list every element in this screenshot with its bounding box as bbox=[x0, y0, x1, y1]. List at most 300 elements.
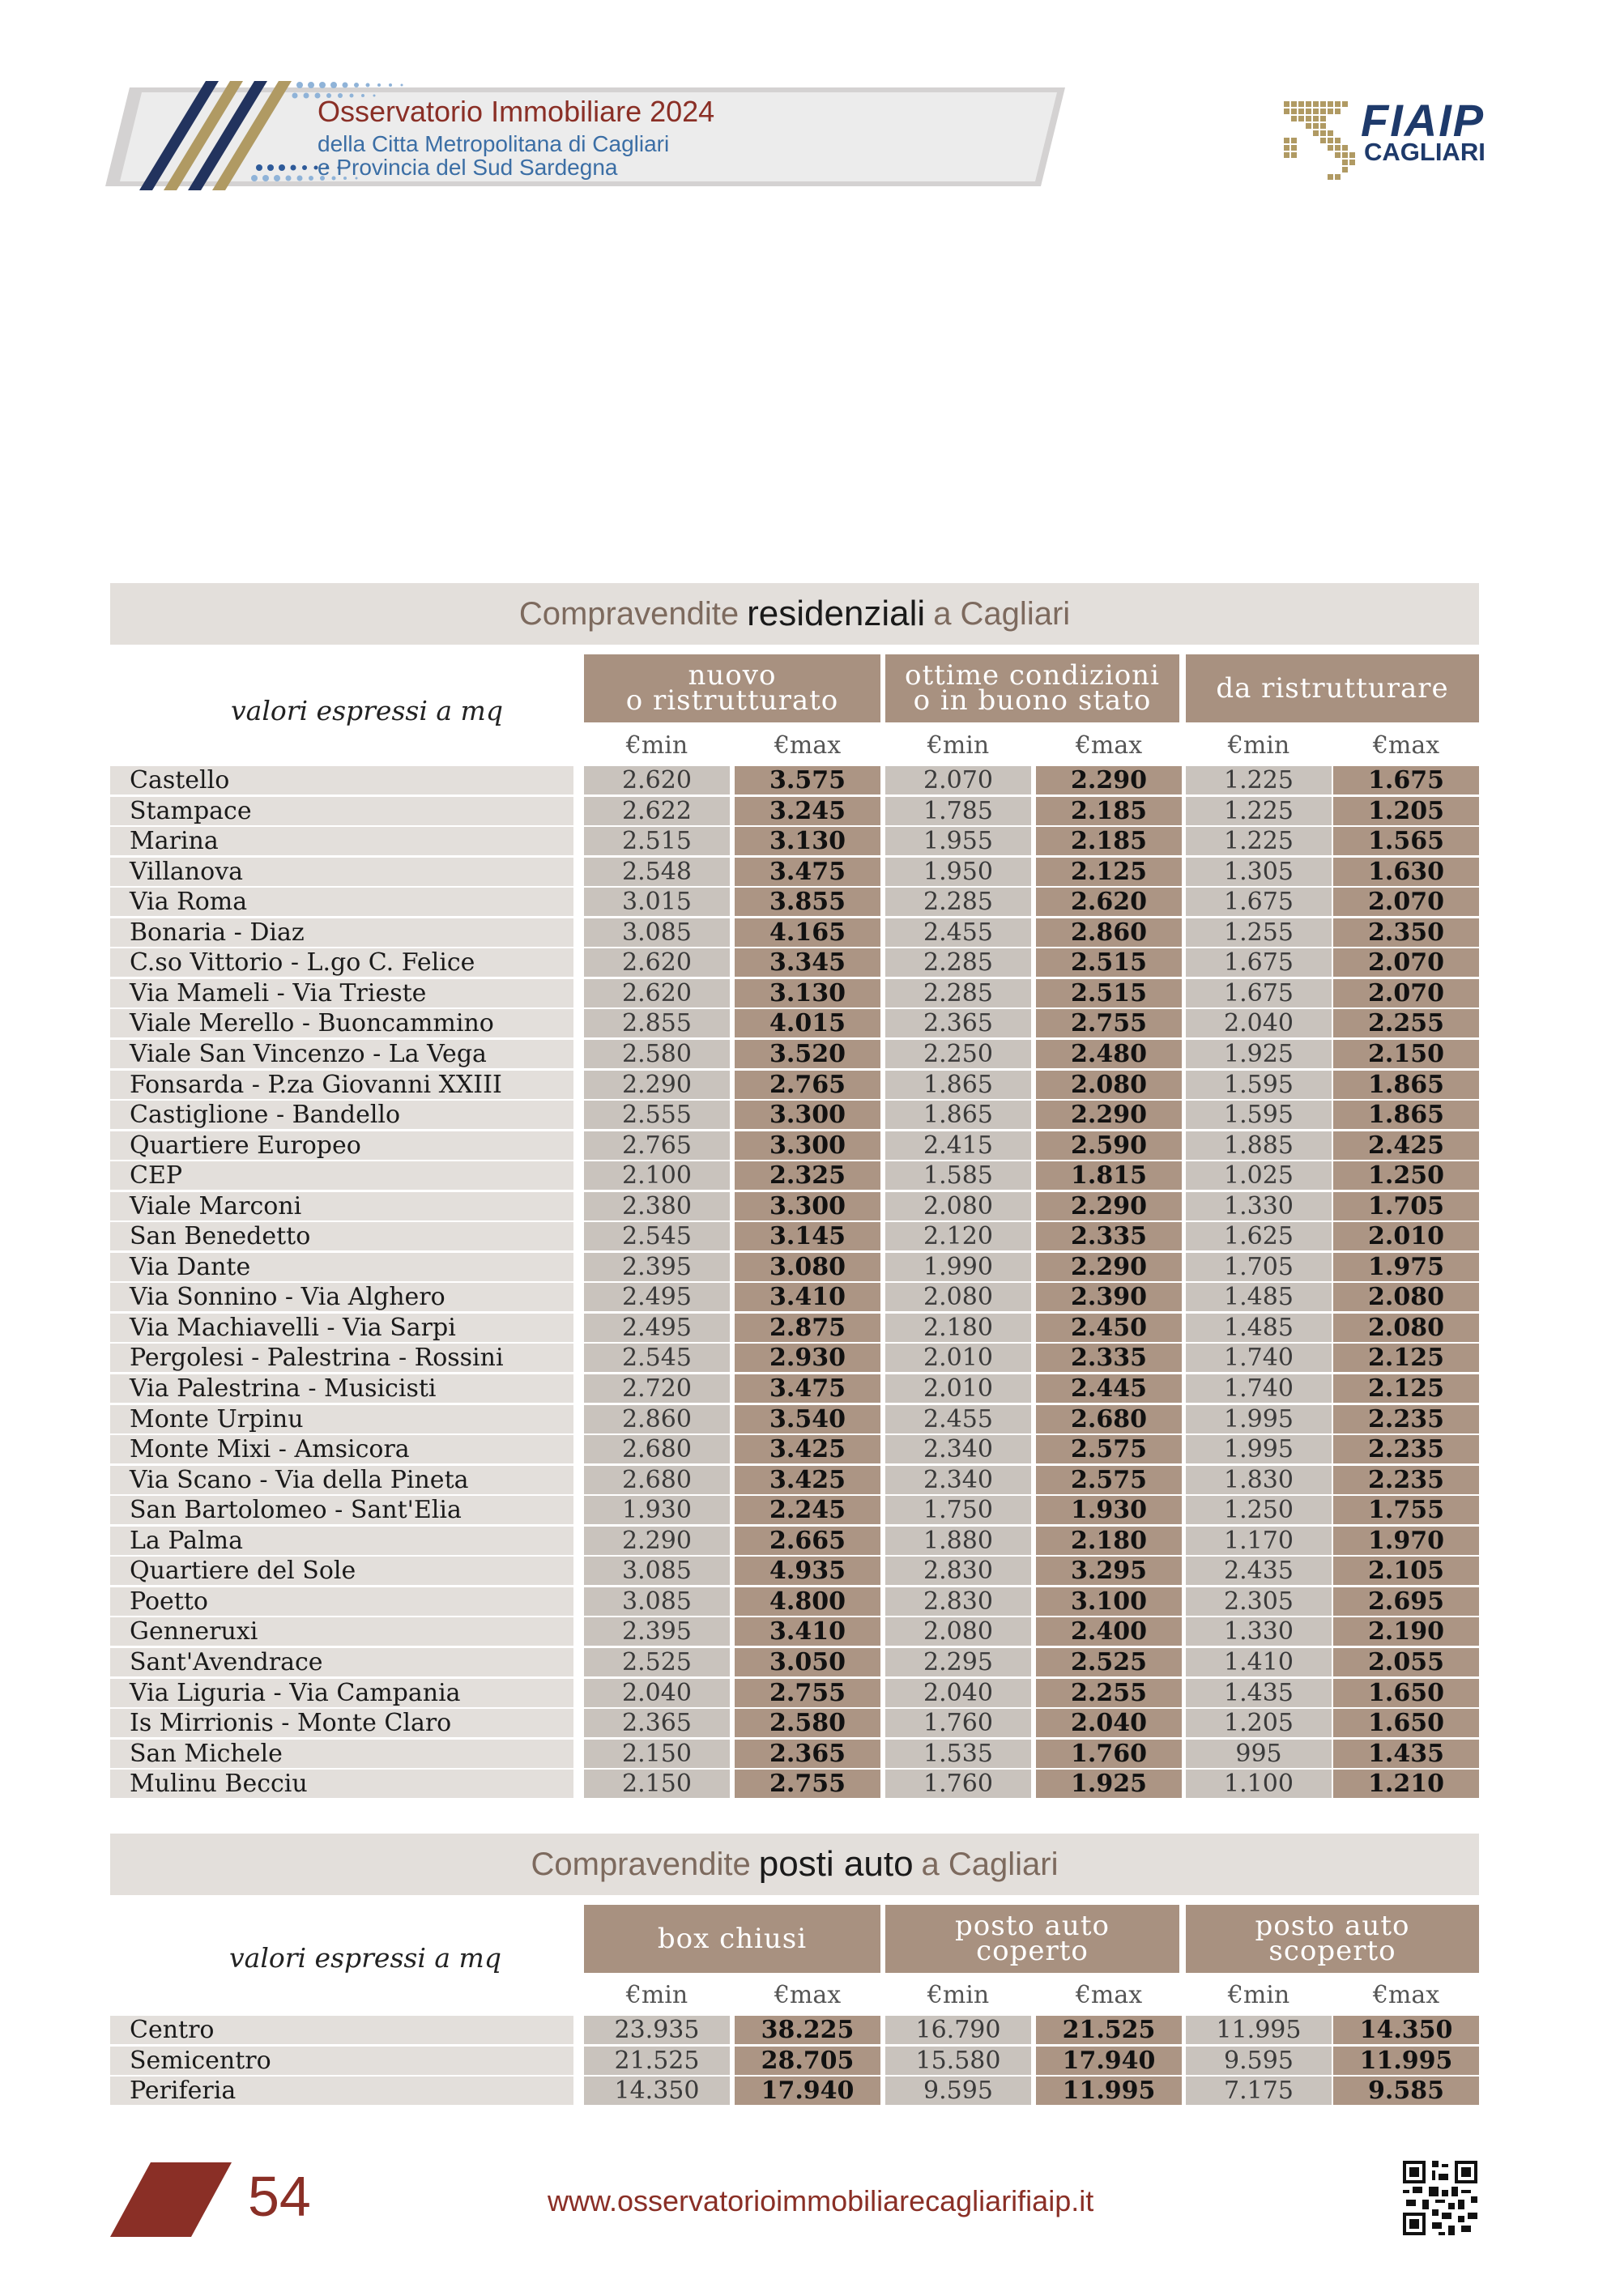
parking-units-label: valori espressi a mq bbox=[229, 1942, 501, 1974]
res-max-price-cell: 1.210 bbox=[1333, 1770, 1479, 1798]
res-max-price-cell: 2.070 bbox=[1333, 948, 1479, 977]
res-row bbox=[110, 1435, 1479, 1466]
res-min-price-cell: 1.170 bbox=[1186, 1527, 1332, 1555]
res-min-price-cell: 1.485 bbox=[1186, 1283, 1332, 1311]
res-row bbox=[110, 766, 1479, 797]
res-row bbox=[110, 1405, 1479, 1436]
park-min-price-cell: 16.790 bbox=[885, 2016, 1031, 2044]
res-row bbox=[110, 888, 1479, 918]
res-min-price-cell: 1.880 bbox=[885, 1527, 1031, 1555]
res-row bbox=[110, 827, 1479, 858]
res-row bbox=[110, 1740, 1479, 1770]
res-max-price-cell: 2.450 bbox=[1036, 1314, 1182, 1342]
res-row bbox=[110, 948, 1479, 979]
res-max-price-cell: 3.100 bbox=[1036, 1587, 1182, 1616]
res-max-price-cell: 2.755 bbox=[735, 1770, 880, 1798]
res-min-price-cell: 1.330 bbox=[1186, 1192, 1332, 1220]
res-min-price-cell: 2.150 bbox=[584, 1770, 730, 1798]
report-subtitle-line-2: e Provincia del Sud Sardegna bbox=[318, 155, 618, 180]
res-min-price-cell: 1.675 bbox=[1186, 948, 1332, 977]
res-max-price-cell: 1.755 bbox=[1333, 1496, 1479, 1524]
res-row bbox=[110, 1466, 1479, 1497]
res-max-price-cell: 2.080 bbox=[1036, 1071, 1182, 1099]
res-max-price-cell: 1.970 bbox=[1333, 1527, 1479, 1555]
park-min-price-cell: 9.595 bbox=[885, 2077, 1031, 2105]
res-max-price-cell: 2.290 bbox=[1036, 1192, 1182, 1220]
res-max-price-cell: 2.400 bbox=[1036, 1617, 1182, 1646]
res-max-price-cell: 2.575 bbox=[1036, 1435, 1182, 1463]
park-min-price-cell: 7.175 bbox=[1186, 2077, 1332, 2105]
res-min-price-cell: 1.585 bbox=[885, 1161, 1031, 1190]
res-min-price-cell: 2.620 bbox=[584, 948, 730, 977]
res-min-price-cell: 2.620 bbox=[584, 979, 730, 1007]
res-min-price-cell: 2.680 bbox=[584, 1435, 730, 1463]
res-min-price-cell: 2.830 bbox=[885, 1587, 1031, 1616]
res-min-price-cell: 1.330 bbox=[1186, 1617, 1332, 1646]
res-min-price-cell: 1.955 bbox=[885, 827, 1031, 855]
res-max-price-cell: 2.290 bbox=[1036, 1101, 1182, 1129]
parking-table-title: Compravendite posti auto a Cagliari bbox=[110, 1834, 1479, 1895]
res-min-price-cell: 1.225 bbox=[1186, 797, 1332, 825]
res-max-price-cell: 2.335 bbox=[1036, 1344, 1182, 1372]
res-min-price-cell: 2.285 bbox=[885, 948, 1031, 977]
res-min-price-cell: 2.340 bbox=[885, 1435, 1031, 1463]
res-min-price-cell: 2.830 bbox=[885, 1557, 1031, 1585]
res-max-price-cell: 2.185 bbox=[1036, 827, 1182, 855]
res-zone-name: CEP bbox=[110, 1161, 573, 1190]
res-zone-name: Marina bbox=[110, 827, 573, 855]
residential-group-to-renovate: da ristrutturare bbox=[1186, 654, 1479, 722]
res-zone-name: Viale San Vincenzo - La Vega bbox=[110, 1040, 573, 1068]
park-max-price-cell: 9.585 bbox=[1333, 2077, 1479, 2105]
res-min-price-cell: 2.622 bbox=[584, 797, 730, 825]
park-min-price-cell: 14.350 bbox=[584, 2077, 730, 2105]
residential-units-label: valori espressi a mq bbox=[231, 695, 503, 726]
res-max-price-cell: 3.575 bbox=[735, 766, 880, 794]
res-max-price-cell: 3.345 bbox=[735, 948, 880, 977]
res-zone-name: Via Liguria - Via Campania bbox=[110, 1679, 573, 1707]
res-min-price-cell: 1.025 bbox=[1186, 1161, 1332, 1190]
parking-group-closed-box: box chiusi bbox=[584, 1905, 880, 1973]
park-max-price-cell: 38.225 bbox=[735, 2016, 880, 2044]
park-max-price-cell: 28.705 bbox=[735, 2047, 880, 2075]
res-max-price-cell: 1.205 bbox=[1333, 797, 1479, 825]
parking-col-min-box: €min bbox=[625, 1981, 688, 2009]
res-zone-name: San Benedetto bbox=[110, 1222, 573, 1250]
res-max-price-cell: 2.365 bbox=[735, 1740, 880, 1768]
res-row bbox=[110, 1040, 1479, 1071]
brand-logo-text: FIAIP bbox=[1361, 95, 1486, 146]
residential-table-title: Compravendite residenziali a Cagliari bbox=[110, 583, 1479, 645]
park-max-price-cell: 11.995 bbox=[1333, 2047, 1479, 2075]
res-max-price-cell: 1.760 bbox=[1036, 1740, 1182, 1768]
res-min-price-cell: 2.040 bbox=[584, 1679, 730, 1707]
res-zone-name: Monte Urpinu bbox=[110, 1405, 573, 1433]
res-min-price-cell: 2.855 bbox=[584, 1009, 730, 1037]
res-max-price-cell: 2.875 bbox=[735, 1314, 880, 1342]
res-max-price-cell: 3.130 bbox=[735, 979, 880, 1007]
res-min-price-cell: 1.675 bbox=[1186, 979, 1332, 1007]
res-min-price-cell: 1.535 bbox=[885, 1740, 1031, 1768]
res-max-price-cell: 4.800 bbox=[735, 1587, 880, 1616]
res-row bbox=[110, 1009, 1479, 1040]
res-row bbox=[110, 1071, 1479, 1101]
res-max-price-cell: 2.245 bbox=[735, 1496, 880, 1524]
parking-group-uncovered: posto auto scoperto bbox=[1186, 1905, 1479, 1973]
res-zone-name: Viale Marconi bbox=[110, 1192, 573, 1220]
res-min-price-cell: 2.680 bbox=[584, 1466, 730, 1494]
res-max-price-cell: 2.235 bbox=[1333, 1466, 1479, 1494]
res-max-price-cell: 2.445 bbox=[1036, 1374, 1182, 1403]
res-max-price-cell: 3.295 bbox=[1036, 1557, 1182, 1585]
res-max-price-cell: 2.290 bbox=[1036, 1253, 1182, 1281]
res-max-price-cell: 4.165 bbox=[735, 918, 880, 947]
res-row bbox=[110, 1496, 1479, 1527]
res-max-price-cell: 1.975 bbox=[1333, 1253, 1479, 1281]
res-min-price-cell: 1.865 bbox=[885, 1101, 1031, 1129]
res-min-price-cell: 1.950 bbox=[885, 858, 1031, 886]
res-max-price-cell: 1.675 bbox=[1333, 766, 1479, 794]
res-max-price-cell: 2.190 bbox=[1333, 1617, 1479, 1646]
res-min-price-cell: 3.085 bbox=[584, 918, 730, 947]
res-min-price-cell: 1.225 bbox=[1186, 766, 1332, 794]
res-min-price-cell: 1.995 bbox=[1186, 1405, 1332, 1433]
res-max-price-cell: 3.475 bbox=[735, 1374, 880, 1403]
res-zone-name: Stampace bbox=[110, 797, 573, 825]
res-min-price-cell: 1.485 bbox=[1186, 1314, 1332, 1342]
parking-col-max-uncovered: €max bbox=[1372, 1981, 1440, 2009]
res-max-price-cell: 1.865 bbox=[1333, 1071, 1479, 1099]
res-min-price-cell: 2.120 bbox=[885, 1222, 1031, 1250]
residential-group-new: nuovo o ristrutturato bbox=[584, 654, 880, 722]
res-min-price-cell: 2.580 bbox=[584, 1040, 730, 1068]
res-max-price-cell: 2.860 bbox=[1036, 918, 1182, 947]
res-max-price-cell: 1.250 bbox=[1333, 1161, 1479, 1190]
res-min-price-cell: 3.085 bbox=[584, 1557, 730, 1585]
res-zone-name: Castello bbox=[110, 766, 573, 794]
res-min-price-cell: 1.675 bbox=[1186, 888, 1332, 916]
res-max-price-cell: 3.475 bbox=[735, 858, 880, 886]
res-row bbox=[110, 1374, 1479, 1405]
res-min-price-cell: 2.395 bbox=[584, 1617, 730, 1646]
res-min-price-cell: 1.750 bbox=[885, 1496, 1031, 1524]
res-max-price-cell: 2.235 bbox=[1333, 1435, 1479, 1463]
res-min-price-cell: 2.180 bbox=[885, 1314, 1031, 1342]
res-row bbox=[110, 1283, 1479, 1314]
res-zone-name: Via Scano - Via della Pineta bbox=[110, 1466, 573, 1494]
res-row bbox=[110, 858, 1479, 888]
park-min-price-cell: 9.595 bbox=[1186, 2047, 1332, 2075]
res-zone-name: Via Roma bbox=[110, 888, 573, 916]
parking-col-max-covered: €max bbox=[1075, 1981, 1143, 2009]
res-zone-name: Castiglione - Bandello bbox=[110, 1101, 573, 1129]
res-row bbox=[110, 918, 1479, 949]
res-min-price-cell: 1.865 bbox=[885, 1071, 1031, 1099]
res-max-price-cell: 2.185 bbox=[1036, 797, 1182, 825]
brand-city-label: CAGLIARI bbox=[1364, 138, 1486, 166]
res-min-price-cell: 1.990 bbox=[885, 1253, 1031, 1281]
res-zone-name: Pergolesi - Palestrina - Rossini bbox=[110, 1344, 573, 1372]
res-max-price-cell: 4.935 bbox=[735, 1557, 880, 1585]
page-number: 54 bbox=[248, 2165, 311, 2228]
park-row bbox=[110, 2047, 1479, 2077]
res-max-price-cell: 2.525 bbox=[1036, 1648, 1182, 1676]
col-max-good: €max bbox=[1075, 731, 1143, 760]
res-max-price-cell: 2.290 bbox=[1036, 766, 1182, 794]
res-max-price-cell: 1.865 bbox=[1333, 1101, 1479, 1129]
report-subtitle-line-1: della Citta Metropolitana di Cagliari bbox=[318, 131, 670, 156]
col-max-renovate: €max bbox=[1372, 731, 1440, 760]
res-min-price-cell: 1.995 bbox=[1186, 1435, 1332, 1463]
res-max-price-cell: 1.630 bbox=[1333, 858, 1479, 886]
res-max-price-cell: 2.590 bbox=[1036, 1131, 1182, 1160]
res-min-price-cell: 2.380 bbox=[584, 1192, 730, 1220]
res-max-price-cell: 1.435 bbox=[1333, 1740, 1479, 1768]
park-zone-name: Centro bbox=[110, 2016, 573, 2044]
res-min-price-cell: 1.760 bbox=[885, 1770, 1031, 1798]
park-row bbox=[110, 2077, 1479, 2107]
park-zone-name: Periferia bbox=[110, 2077, 573, 2105]
res-max-price-cell: 2.040 bbox=[1036, 1709, 1182, 1737]
res-row bbox=[110, 1131, 1479, 1162]
res-max-price-cell: 2.235 bbox=[1333, 1405, 1479, 1433]
res-zone-name: Bonaria - Diaz bbox=[110, 918, 573, 947]
res-max-price-cell: 3.410 bbox=[735, 1283, 880, 1311]
res-max-price-cell: 2.580 bbox=[735, 1709, 880, 1737]
res-row bbox=[110, 1192, 1479, 1223]
res-min-price-cell: 1.225 bbox=[1186, 827, 1332, 855]
res-max-price-cell: 2.575 bbox=[1036, 1466, 1182, 1494]
res-max-price-cell: 4.015 bbox=[735, 1009, 880, 1037]
res-max-price-cell: 2.125 bbox=[1333, 1374, 1479, 1403]
res-zone-name: Quartiere Europeo bbox=[110, 1131, 573, 1160]
park-max-price-cell: 21.525 bbox=[1036, 2016, 1182, 2044]
parking-group-covered: posto auto coperto bbox=[885, 1905, 1179, 1973]
res-min-price-cell: 2.010 bbox=[885, 1374, 1031, 1403]
res-zone-name: Fonsarda - P.za Giovanni XXIII bbox=[110, 1071, 573, 1099]
res-max-price-cell: 1.650 bbox=[1333, 1679, 1479, 1707]
res-min-price-cell: 2.495 bbox=[584, 1314, 730, 1342]
res-max-price-cell: 2.350 bbox=[1333, 918, 1479, 947]
res-min-price-cell: 1.255 bbox=[1186, 918, 1332, 947]
park-max-price-cell: 17.940 bbox=[735, 2077, 880, 2105]
res-zone-name: Via Palestrina - Musicisti bbox=[110, 1374, 573, 1403]
res-min-price-cell: 1.410 bbox=[1186, 1648, 1332, 1676]
res-min-price-cell: 2.080 bbox=[885, 1192, 1031, 1220]
res-max-price-cell: 3.855 bbox=[735, 888, 880, 916]
park-min-price-cell: 23.935 bbox=[584, 2016, 730, 2044]
col-min-renovate: €min bbox=[1227, 731, 1290, 760]
res-max-price-cell: 3.300 bbox=[735, 1101, 880, 1129]
res-min-price-cell: 1.435 bbox=[1186, 1679, 1332, 1707]
res-zone-name: Sant'Avendrace bbox=[110, 1648, 573, 1676]
res-min-price-cell: 1.930 bbox=[584, 1496, 730, 1524]
res-min-price-cell: 2.305 bbox=[1186, 1587, 1332, 1616]
res-zone-name: Genneruxi bbox=[110, 1617, 573, 1646]
res-max-price-cell: 2.335 bbox=[1036, 1222, 1182, 1250]
res-max-price-cell: 2.515 bbox=[1036, 979, 1182, 1007]
page-number-decoration bbox=[110, 2162, 232, 2237]
res-max-price-cell: 2.425 bbox=[1333, 1131, 1479, 1160]
res-zone-name: Poetto bbox=[110, 1587, 573, 1616]
res-min-price-cell: 1.885 bbox=[1186, 1131, 1332, 1160]
report-title: Osservatorio Immobiliare 2024 bbox=[318, 95, 715, 128]
res-min-price-cell: 2.765 bbox=[584, 1131, 730, 1160]
res-min-price-cell: 2.340 bbox=[885, 1466, 1031, 1494]
res-max-price-cell: 3.080 bbox=[735, 1253, 880, 1281]
res-min-price-cell: 2.365 bbox=[584, 1709, 730, 1737]
res-max-price-cell: 2.150 bbox=[1333, 1040, 1479, 1068]
res-min-price-cell: 1.595 bbox=[1186, 1071, 1332, 1099]
res-max-price-cell: 1.815 bbox=[1036, 1161, 1182, 1190]
res-min-price-cell: 2.545 bbox=[584, 1344, 730, 1372]
res-max-price-cell: 2.070 bbox=[1333, 888, 1479, 916]
res-max-price-cell: 3.410 bbox=[735, 1617, 880, 1646]
res-max-price-cell: 2.080 bbox=[1333, 1314, 1479, 1342]
res-min-price-cell: 2.080 bbox=[885, 1283, 1031, 1311]
res-min-price-cell: 2.435 bbox=[1186, 1557, 1332, 1585]
res-max-price-cell: 2.390 bbox=[1036, 1283, 1182, 1311]
res-min-price-cell: 1.705 bbox=[1186, 1253, 1332, 1281]
park-zone-name: Semicentro bbox=[110, 2047, 573, 2075]
res-max-price-cell: 2.480 bbox=[1036, 1040, 1182, 1068]
res-row bbox=[110, 1709, 1479, 1740]
park-min-price-cell: 15.580 bbox=[885, 2047, 1031, 2075]
res-max-price-cell: 3.425 bbox=[735, 1435, 880, 1463]
res-min-price-cell: 1.595 bbox=[1186, 1101, 1332, 1129]
res-min-price-cell: 2.455 bbox=[885, 1405, 1031, 1433]
res-min-price-cell: 2.395 bbox=[584, 1253, 730, 1281]
park-row bbox=[110, 2016, 1479, 2047]
res-min-price-cell: 2.525 bbox=[584, 1648, 730, 1676]
res-row bbox=[110, 1617, 1479, 1648]
col-min-good: €min bbox=[927, 731, 990, 760]
res-max-price-cell: 2.325 bbox=[735, 1161, 880, 1190]
parking-col-min-covered: €min bbox=[927, 1981, 990, 2009]
res-max-price-cell: 3.245 bbox=[735, 797, 880, 825]
res-zone-name: C.so Vittorio - L.go C. Felice bbox=[110, 948, 573, 977]
res-zone-name: Is Mirrionis - Monte Claro bbox=[110, 1709, 573, 1737]
website-link[interactable]: www.osservatorioimmobiliarecagliarifiaip.it bbox=[548, 2184, 1094, 2217]
res-zone-name: Via Sonnino - Via Alghero bbox=[110, 1283, 573, 1311]
col-min-new: €min bbox=[625, 731, 688, 760]
res-min-price-cell: 2.545 bbox=[584, 1222, 730, 1250]
res-min-price-cell: 2.250 bbox=[885, 1040, 1031, 1068]
res-min-price-cell: 2.720 bbox=[584, 1374, 730, 1403]
park-max-price-cell: 14.350 bbox=[1333, 2016, 1479, 2044]
res-min-price-cell: 2.010 bbox=[885, 1344, 1031, 1372]
res-row bbox=[110, 979, 1479, 1010]
res-min-price-cell: 1.740 bbox=[1186, 1344, 1332, 1372]
res-max-price-cell: 3.425 bbox=[735, 1466, 880, 1494]
res-min-price-cell: 2.080 bbox=[885, 1617, 1031, 1646]
res-min-price-cell: 1.925 bbox=[1186, 1040, 1332, 1068]
parking-col-max-box: €max bbox=[774, 1981, 842, 2009]
res-zone-name: San Bartolomeo - Sant'Elia bbox=[110, 1496, 573, 1524]
res-zone-name: Viale Merello - Buoncammino bbox=[110, 1009, 573, 1037]
res-max-price-cell: 2.070 bbox=[1333, 979, 1479, 1007]
col-max-new: €max bbox=[774, 731, 842, 760]
res-max-price-cell: 2.055 bbox=[1333, 1648, 1479, 1676]
res-min-price-cell: 2.860 bbox=[584, 1405, 730, 1433]
res-max-price-cell: 1.705 bbox=[1333, 1192, 1479, 1220]
res-min-price-cell: 2.150 bbox=[584, 1740, 730, 1768]
res-row bbox=[110, 1222, 1479, 1253]
res-max-price-cell: 2.665 bbox=[735, 1527, 880, 1555]
res-max-price-cell: 1.565 bbox=[1333, 827, 1479, 855]
res-max-price-cell: 2.125 bbox=[1333, 1344, 1479, 1372]
res-min-price-cell: 2.295 bbox=[885, 1648, 1031, 1676]
res-row bbox=[110, 1253, 1479, 1284]
res-min-price-cell: 1.740 bbox=[1186, 1374, 1332, 1403]
res-row bbox=[110, 1527, 1479, 1557]
res-min-price-cell: 1.785 bbox=[885, 797, 1031, 825]
res-max-price-cell: 2.930 bbox=[735, 1344, 880, 1372]
res-max-price-cell: 1.930 bbox=[1036, 1496, 1182, 1524]
res-row bbox=[110, 1587, 1479, 1618]
res-min-price-cell: 1.205 bbox=[1186, 1709, 1332, 1737]
res-zone-name: Villanova bbox=[110, 858, 573, 886]
res-min-price-cell: 2.455 bbox=[885, 918, 1031, 947]
res-zone-name: Monte Mixi - Amsicora bbox=[110, 1435, 573, 1463]
qr-code-icon[interactable] bbox=[1403, 2161, 1477, 2235]
res-max-price-cell: 2.515 bbox=[1036, 948, 1182, 977]
res-max-price-cell: 1.650 bbox=[1333, 1709, 1479, 1737]
res-max-price-cell: 1.925 bbox=[1036, 1770, 1182, 1798]
res-max-price-cell: 2.080 bbox=[1333, 1283, 1479, 1311]
res-min-price-cell: 1.100 bbox=[1186, 1770, 1332, 1798]
res-row bbox=[110, 1314, 1479, 1344]
res-min-price-cell: 1.250 bbox=[1186, 1496, 1332, 1524]
res-min-price-cell: 1.760 bbox=[885, 1709, 1031, 1737]
res-min-price-cell: 1.305 bbox=[1186, 858, 1332, 886]
parking-col-min-uncovered: €min bbox=[1227, 1981, 1290, 2009]
res-min-price-cell: 2.040 bbox=[885, 1679, 1031, 1707]
res-max-price-cell: 2.255 bbox=[1036, 1679, 1182, 1707]
res-min-price-cell: 2.555 bbox=[584, 1101, 730, 1129]
res-min-price-cell: 1.830 bbox=[1186, 1466, 1332, 1494]
res-zone-name: Via Mameli - Via Trieste bbox=[110, 979, 573, 1007]
res-max-price-cell: 2.755 bbox=[735, 1679, 880, 1707]
res-min-price-cell: 3.015 bbox=[584, 888, 730, 916]
res-max-price-cell: 3.300 bbox=[735, 1192, 880, 1220]
res-max-price-cell: 2.765 bbox=[735, 1071, 880, 1099]
res-min-price-cell: 2.285 bbox=[885, 888, 1031, 916]
res-row bbox=[110, 1344, 1479, 1374]
res-max-price-cell: 2.755 bbox=[1036, 1009, 1182, 1037]
res-max-price-cell: 3.145 bbox=[735, 1222, 880, 1250]
res-max-price-cell: 2.125 bbox=[1036, 858, 1182, 886]
res-max-price-cell: 3.130 bbox=[735, 827, 880, 855]
res-min-price-cell: 3.085 bbox=[584, 1587, 730, 1616]
res-min-price-cell: 2.100 bbox=[584, 1161, 730, 1190]
res-row bbox=[110, 1101, 1479, 1131]
res-zone-name: Via Machiavelli - Via Sarpi bbox=[110, 1314, 573, 1342]
res-min-price-cell: 2.290 bbox=[584, 1527, 730, 1555]
park-min-price-cell: 21.525 bbox=[584, 2047, 730, 2075]
res-min-price-cell: 1.625 bbox=[1186, 1222, 1332, 1250]
res-row bbox=[110, 1161, 1479, 1192]
park-min-price-cell: 11.995 bbox=[1186, 2016, 1332, 2044]
res-max-price-cell: 2.105 bbox=[1333, 1557, 1479, 1585]
res-min-price-cell: 2.040 bbox=[1186, 1009, 1332, 1037]
res-zone-name: Via Dante bbox=[110, 1253, 573, 1281]
res-max-price-cell: 3.300 bbox=[735, 1131, 880, 1160]
res-max-price-cell: 3.540 bbox=[735, 1405, 880, 1433]
res-min-price-cell: 2.548 bbox=[584, 858, 730, 886]
res-row bbox=[110, 1648, 1479, 1679]
res-max-price-cell: 2.180 bbox=[1036, 1527, 1182, 1555]
